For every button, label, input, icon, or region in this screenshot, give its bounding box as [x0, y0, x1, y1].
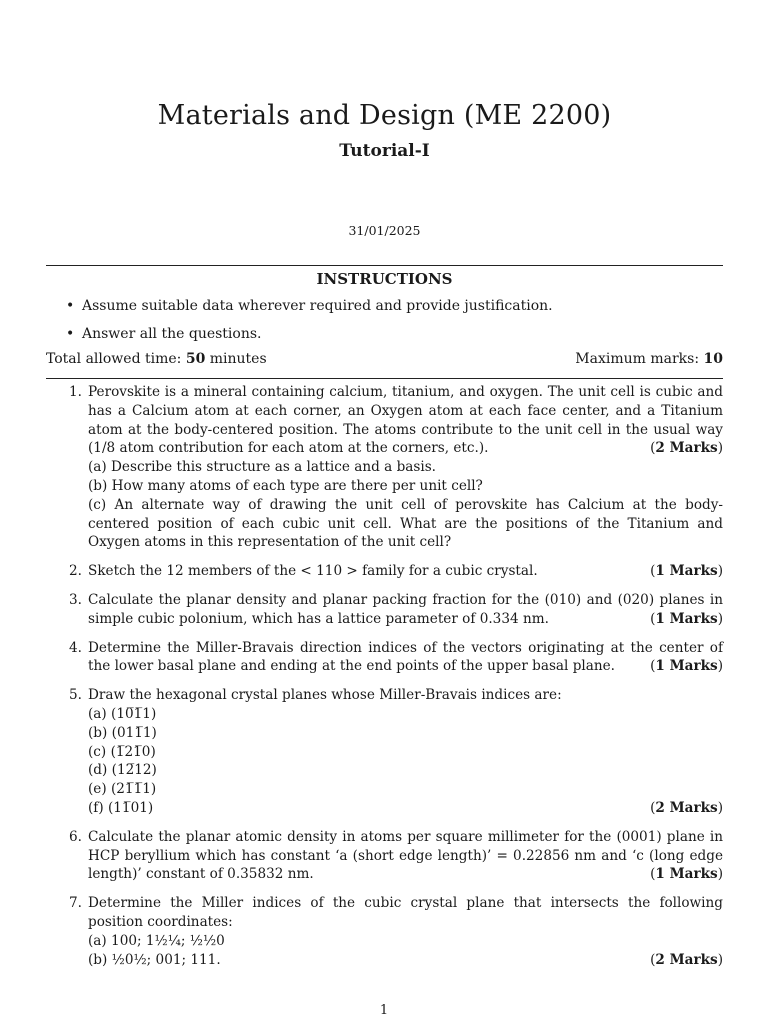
question-part: (a) 100; 1½¼; ½½0 [88, 932, 225, 949]
max-marks: Maximum marks: 10 [575, 351, 723, 367]
question-7: 7. Determine the Miller indices of the cubic crystal plane that intersects the following position coordinates: (a) 100; 1½¼; ½½0 (b) ½0½; 001; 111. (2 Marks) [69, 895, 723, 968]
document-title: Materials and Design (ME 2200) [157, 100, 612, 131]
question-2: 2. Sketch the 12 members of the < 110 > family for a cubic crystal. (1 Marks) [69, 563, 723, 580]
instruction-item: • Assume suitable data wherever required and provide justification. [66, 297, 723, 316]
instructions-heading: INSTRUCTIONS [316, 270, 453, 288]
document-subtitle: Tutorial-I [339, 141, 430, 161]
top-divider [46, 265, 723, 266]
instruction-item: • Answer all the questions. [66, 325, 723, 344]
question-part: (b) How many atoms of each type are there per unit cell? [88, 477, 483, 494]
exam-meta [46, 351, 723, 367]
bottom-divider [46, 378, 723, 379]
question-part: (c) An alternate way of drawing the unit cell of perovskite has Calcium at the body-centered position of each cubic unit cell. What are the positions of the Titanium and Oxygen atoms in this representation of the unit cell? [88, 496, 723, 551]
document-date: 31/01/2025 [348, 223, 421, 238]
question-part: (b) ½0½; 001; 111. (2 Marks) [88, 951, 723, 968]
question-text: Calculate the planar density and planar packing fraction for the (010) and (020) planes in simple cubic polonium, which has a lattice parameter of 0.334 nm. [88, 591, 723, 627]
question-text: Determine the Miller-Bravais direction indices of the vectors originating at the center of the lower basal plane and ending at the end points of the upper basal plane. [88, 639, 723, 675]
document-page [46, 0, 723, 969]
question-part: (c) (1̅21̅0) [88, 743, 156, 760]
question-5: 5. Draw the hexagonal crystal planes whose Miller-Bravais indices are: (a) (10̅1̅1) (b) (011̅1) (c) (1̅21̅0) (d) (12̅12) (e) (21̅1̅1) (f) (11̅01) (2 Marks) [69, 687, 723, 816]
question-part: (f) (11̅01) (2 Marks) [88, 799, 723, 816]
question-part: (a) (10̅1̅1) [88, 705, 157, 722]
time-allowed: Total allowed time: 50 minutes [46, 351, 267, 367]
question-text: Calculate the planar atomic density in atoms per square millimeter for the (0001) plane in HCP beryllium which has constant ‘a (short edge length)’ = 0.22856 nm and ‘c (long edge length)’ constant of 0.35832 nm. [88, 828, 723, 883]
marks-value: 10 [703, 351, 723, 367]
question-1: 1. Perovskite is a mineral containing calcium, titanium, and oxygen. The unit cell is cubic and has a Calcium atom at each corner, an Oxygen atom at each face center, and a Titanium atom at the body-centered position. The atoms contribute to the unit cell in the usual way (1/8 atom contribution for each atom at the corners, etc.). (2 Marks) (a) Describe this structure as a lattice and a basis. (b) How many atoms of each type are there per unit cell? (c) An alternate way of drawing the unit cell of perovskite has Calcium at the body-centered position of each cubic unit cell. What are the positions of the Titanium and Oxygen atoms in this representation of the unit cell? [69, 384, 723, 551]
question-marks: 2 Marks [655, 440, 718, 457]
question-text: Determine the Miller indices of the cubic crystal plane that intersects the following position coordinates: [88, 895, 723, 930]
time-value: 50 [185, 351, 206, 367]
question-marks: 2 Marks [655, 799, 718, 816]
question-text: Draw the hexagonal crystal planes whose Miller-Bravais indices are: [88, 687, 562, 704]
question-marks: 1 Marks [655, 866, 718, 883]
question-marks: 1 Marks [655, 658, 718, 675]
question-list [46, 383, 723, 969]
question-6: 6. Calculate the planar atomic density in atoms per square millimeter for the (0001) plane in HCP beryllium which has constant ‘a (short edge length)’ = 0.22856 nm and ‘c (long edge length)’ constant of 0.35832 nm. (1 Marks) [69, 828, 723, 883]
question-marks: 1 Marks [655, 563, 718, 580]
question-part: (d) (12̅12) [88, 762, 157, 779]
question-marks: 1 Marks [655, 610, 718, 627]
question-4: 4. Determine the Miller-Bravais direction indices of the vectors originating at the center of the lower basal plane and ending at the end points of the upper basal plane. (1 Marks) [69, 639, 723, 675]
question-part: (b) (011̅1) [88, 724, 157, 741]
question-3: 3. Calculate the planar density and planar packing fraction for the (010) and (020) planes in simple cubic polonium, which has a lattice parameter of 0.334 nm. (1 Marks) [69, 591, 723, 627]
question-marks: 2 Marks [655, 951, 718, 968]
page-number: 1 [379, 1003, 389, 1018]
question-part: (a) Describe this structure as a lattice and a basis. [88, 459, 436, 476]
instructions-list [46, 297, 723, 344]
question-text: Perovskite is a mineral containing calcium, titanium, and oxygen. The unit cell is cubic and has a Calcium atom at each corner, an Oxygen atom at each face center, and a Titanium atom at the body-centered position. The atoms contribute to the unit cell in the usual way (1/8 atom contribution for each atom at the corners, etc.). [88, 384, 723, 457]
question-text: Sketch the 12 members of the < 110 > family for a cubic crystal. [88, 563, 538, 580]
question-part: (e) (21̅1̅1) [88, 781, 157, 798]
